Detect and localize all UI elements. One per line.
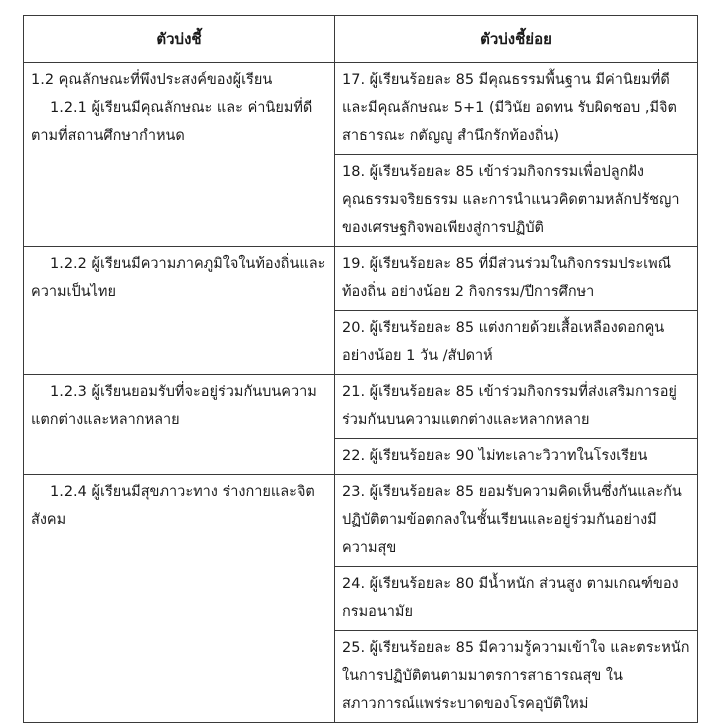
sub-indicator-cell-25: 25. ผู้เรียนร้อยละ 85 มีความรู้ความเข้าใจ และตระหนักในการปฏิบัติตนตามมาตรการสาธารณสุข ในสภาวการณ์แพร่ระบาดของโรคอุบัติใหม่ [335,631,698,723]
sub-indicator-cell-22: 22. ผู้เรียนร้อยละ 90 ไม่ทะเลาะวิวาทในโรงเรียน [335,439,698,475]
sub-indicator-cell-20: 20. ผู้เรียนร้อยละ 85 แต่งกายด้วยเสื้อเหลืองดอกคูนอย่างน้อย 1 วัน /สัปดาห์ [335,311,698,375]
table-header-row [24,16,698,63]
sub-indicator-cell-23: 23. ผู้เรียนร้อยละ 85 ยอมรับความคิดเห็นซึ่งกันและกันปฏิบัติตามข้อตกลงในชั้นเรียนและอยู่ร่วมกันอย่างมีความสุข [335,475,698,567]
indicator-table-container [23,15,697,723]
sub-indicator-cell-24: 24. ผู้เรียนร้อยละ 80 มีน้ำหนัก ส่วนสูง ตามเกณฑ์ของกรมอนามัย [335,567,698,631]
indicator-text: 1.2.3 ผู้เรียนยอมรับที่จะอยู่ร่วมกันบนความแตกต่างและหลากหลาย [31,384,317,428]
table-row [24,247,698,311]
indicator-cell-1-2-4 [24,475,335,723]
indicator-text: 1.2.2 ผู้เรียนมีความภาคภูมิใจในท้องถิ่นและความเป็นไทย [31,256,326,300]
sub-indicator-cell-18: 18. ผู้เรียนร้อยละ 85 เข้าร่วมกิจกรรมเพื่อปลูกฝังคุณธรรมจริยธรรม และการนำแนวคิดตามหลักปรัชญาของเศรษฐกิจพอเพียงสู่การปฏิบัติ [335,155,698,247]
indicator-table [23,15,698,723]
sub-indicator-cell-21: 21. ผู้เรียนร้อยละ 85 เข้าร่วมกิจกรรมที่ส่งเสริมการอยู่ร่วมกันบนความแตกต่างและหลากหลาย [335,375,698,439]
sub-indicator-cell-19: 19. ผู้เรียนร้อยละ 85 ที่มีส่วนร่วมในกิจกรรมประเพณีท้องถิ่น อย่างน้อย 2 กิจกรรม/ปีการศึกษา [335,247,698,311]
table-row [24,63,698,155]
group-title: 1.2 คุณลักษณะที่พึงประสงค์ของผู้เรียน [31,72,273,88]
table-row [24,375,698,439]
indicator-cell-1-2-3 [24,375,335,475]
indicator-cell-1-2-1 [24,63,335,247]
header-sub-indicator: ตัวบ่งชี้ย่อย [335,16,698,63]
indicator-cell-1-2-2 [24,247,335,375]
sub-indicator-cell-17: 17. ผู้เรียนร้อยละ 85 มีคุณธรรมพื้นฐาน มีค่านิยมที่ดี และมีคุณลักษณะ 5+1 (มีวินัย อดทน รับผิดชอบ ,มีจิตสาธารณะ กตัญญู สำนึกรักท้องถิ่น) [335,63,698,155]
indicator-text: 1.2.1 ผู้เรียนมีคุณลักษณะ และ ค่านิยมที่ดีตามที่สถานศึกษากำหนด [31,100,313,144]
header-indicator: ตัวบ่งชี้ [24,16,335,63]
table-row [24,475,698,567]
indicator-text: 1.2.4 ผู้เรียนมีสุขภาวะทาง ร่างกายและจิตสังคม [31,484,315,528]
